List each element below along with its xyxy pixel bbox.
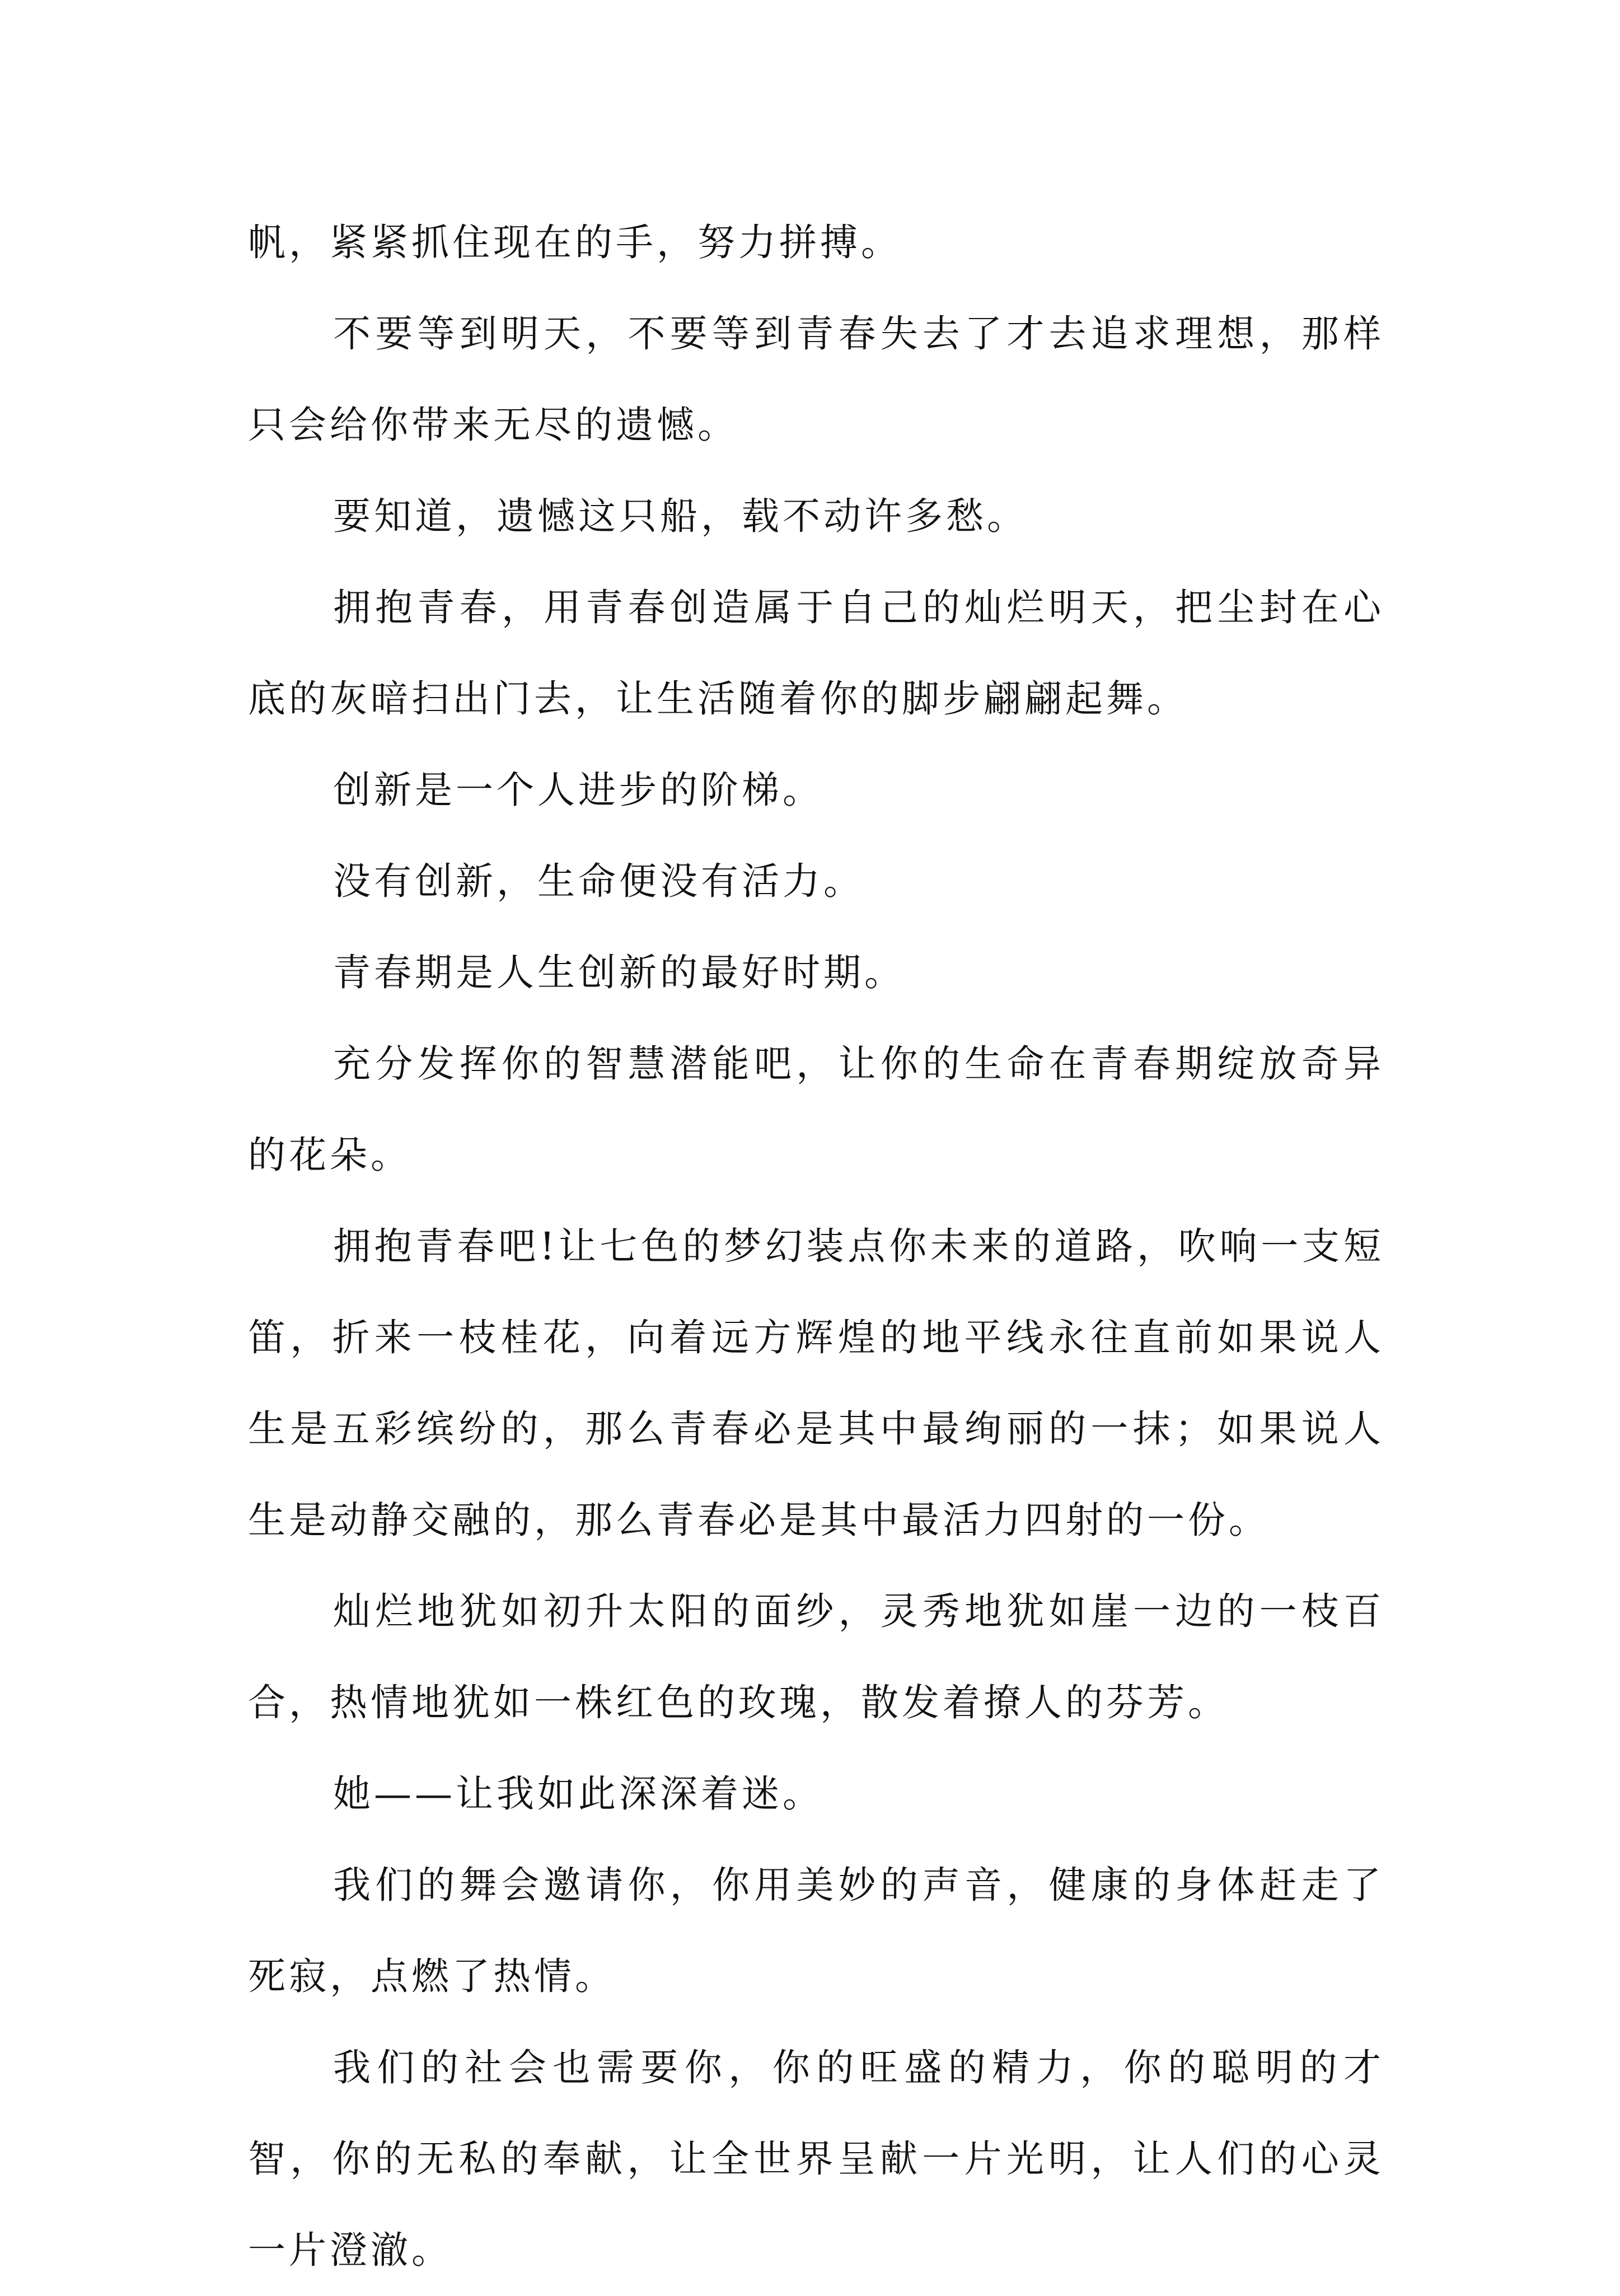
paragraph-10: 灿烂地犹如初升太阳的面纱，灵秀地犹如崖一边的一枝百合，热情地犹如一株红色的玫瑰，散发着撩人的芬芳。	[248, 1589, 1384, 1724]
paragraph-5: 创新是一个人进步的阶梯。	[333, 768, 823, 812]
paragraph-2: 不要等到明天，不要等到青春失去了才去追求理想，那样只会给你带来无尽的遗憾。	[248, 312, 1384, 447]
paragraph-1: 帆，紧紧抓住现在的手，努力拼搏。	[248, 221, 902, 264]
paragraph-8: 充分发挥你的智慧潜能吧，让你的生命在青春期绽放奇异的花朵。	[248, 1042, 1384, 1177]
body-text	[248, 197, 1384, 2296]
paragraph-4: 拥抱青春，用青春创造属于自己的灿烂明天，把尘封在心底的灰暗扫出门去，让生活随着你的脚步翩翩起舞。	[248, 586, 1384, 721]
paragraph-11: 她——让我如此深深着迷。	[333, 1772, 823, 1816]
paragraph-9: 拥抱青春吧!让七色的梦幻装点你未来的道路，吹响一支短笛，折来一枝桂花，向着远方辉煌的地平线永往直前如果说人生是五彩缤纷的，那么青春必是其中最绚丽的一抹；如果说人生是动静交融的，那么青春必是其中最活力四射的一份。	[248, 1224, 1384, 1542]
paragraph-12: 我们的舞会邀请你，你用美妙的声音，健康的身体赶走了死寂，点燃了热情。	[248, 1863, 1384, 1998]
paragraph-3: 要知道，遗憾这只船，载不动许多愁。	[333, 494, 1028, 538]
paragraph-6: 没有创新，生命便没有活力。	[333, 859, 864, 903]
paragraph-13: 我们的社会也需要你，你的旺盛的精力，你的聪明的才智，你的无私的奉献，让全世界呈献一片光明，让人们的心灵一片澄澈。	[248, 2046, 1384, 2272]
paragraph-7: 青春期是人生创新的最好时期。	[333, 951, 905, 994]
